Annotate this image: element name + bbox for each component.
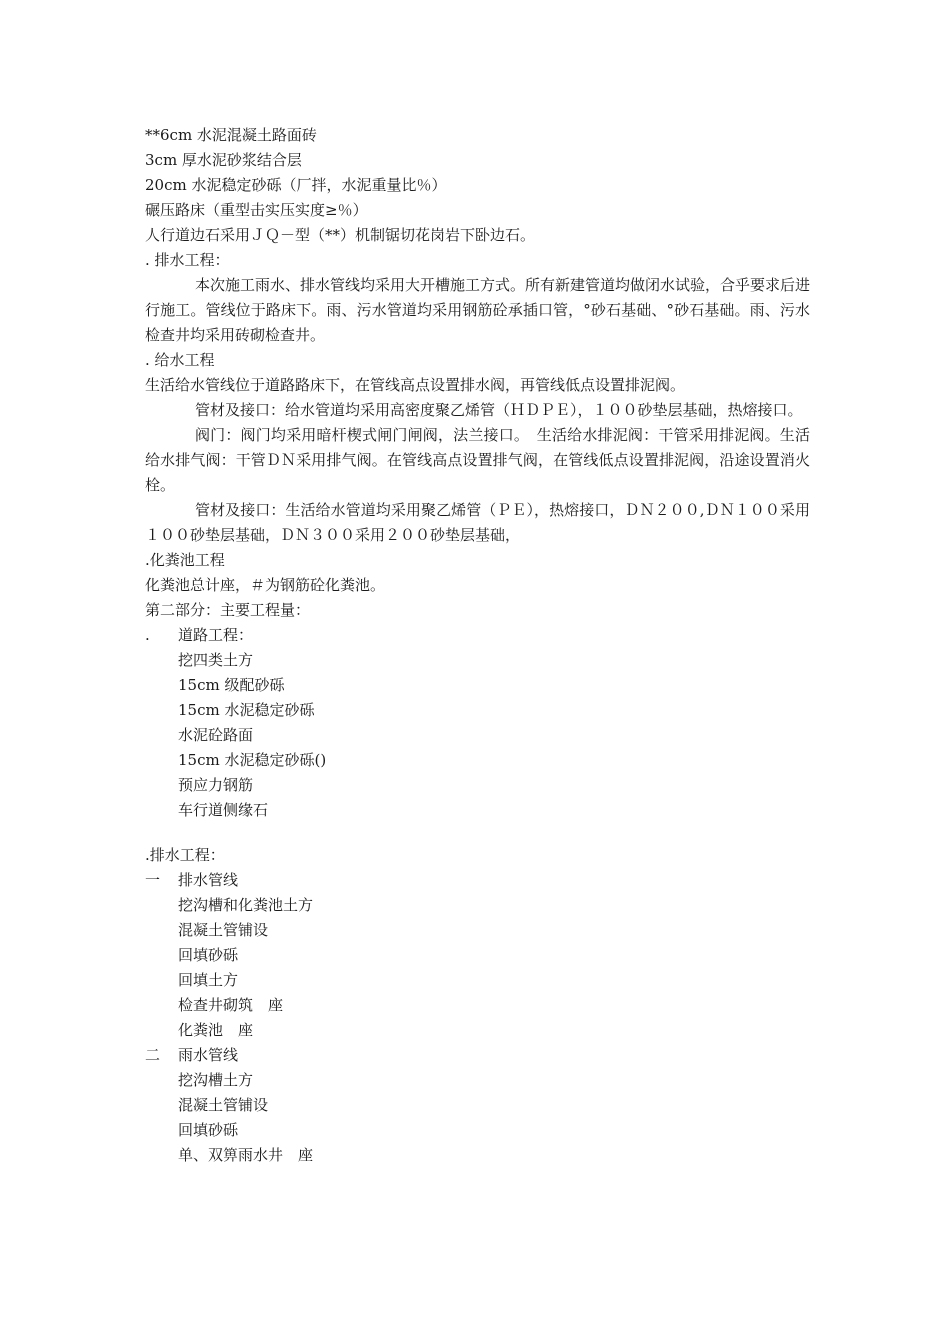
list-item: 挖沟槽土方: [178, 1071, 254, 1089]
list-item: 检查井砌筑 座: [178, 996, 284, 1014]
list-item: 混凝土管铺设: [178, 921, 269, 939]
water-pipe-paragraph: 管材及接口：给水管道均采用高密度聚乙烯管（ＨＤＰＥ），１００砂垫层基础，热熔接口。: [195, 401, 803, 419]
part2-heading: 第二部分：主要工程量：: [145, 601, 311, 619]
list-item: 预应力钢筋: [178, 776, 254, 794]
section-number: .: [145, 626, 150, 644]
list-item: 车行道侧缘石: [178, 801, 269, 819]
water-valve-paragraph: 阀门：阀门均采用暗杆楔式闸门闸阀，法兰接口。 生活给水排泥阀：干管采用排泥阀。生活给水排气阀：干管ＤＮ采用排气阀。在管线高点设置排气阀，在管线低点设置排泥阀，沿途设置消火栓。: [145, 426, 810, 494]
septic-line: 化粪池总计座，＃为钢筋砼化粪池。: [145, 576, 386, 594]
list-item: 15cm 级配砂砾: [178, 676, 285, 694]
document-page: [145, 123, 810, 1168]
road-layer-line: **6cm 水泥混凝土路面砖: [145, 126, 317, 144]
section-number: 二: [145, 1046, 161, 1064]
list-item: 化粪池 座: [178, 1021, 254, 1039]
section-title: 雨水管线: [178, 1046, 239, 1064]
drainage-heading: . 排水工程：: [145, 251, 230, 269]
list-item: 挖四类土方: [178, 651, 254, 669]
list-item: 回填砂砾: [178, 946, 239, 964]
list-item: 挖沟槽和化粪池土方: [178, 896, 314, 914]
blank-line: [145, 823, 810, 843]
road-layer-line: 3cm 厚水泥砂浆结合层: [145, 151, 302, 169]
list-item: 水泥砼路面: [178, 726, 254, 744]
drainage-paragraph: 本次施工雨水、排水管线均采用大开槽施工方式。所有新建管道均做闭水试验，合乎要求后进行施工。管线位于路床下。雨、污水管道均采用钢筋砼承插口管，°砂石基础、°砂石基础。雨、污水检查井均采用砖砌检查井。: [145, 276, 811, 344]
septic-heading: .化粪池工程: [145, 551, 225, 569]
water-pipe2-paragraph: 管材及接口：生活给水管道均采用聚乙烯管（ＰＥ），热熔接口，ＤＮ２００,ＤＮ１００采用１００砂垫层基础，ＤＮ３００采用２００砂垫层基础，: [145, 501, 810, 544]
storm-heading: [145, 1043, 810, 1068]
list-item: 15cm 水泥稳定砂砾(): [178, 751, 327, 769]
road-layer-line: 碾压路床（重型击实压实度≥％）: [145, 201, 368, 219]
water-supply-line: 生活给水管线位于道路路床下，在管线高点设置排水阀，再管线低点设置排泥阀。: [145, 376, 686, 394]
section-title: 排水管线: [178, 871, 239, 889]
section-number: 一: [145, 871, 161, 889]
water-supply-heading: . 给水工程: [145, 351, 215, 369]
sewer-heading: [145, 868, 810, 893]
drain-works-heading: .排水工程：: [145, 846, 225, 864]
list-item: 混凝土管铺设: [178, 1096, 269, 1114]
list-item: 单、双箅雨水井 座: [178, 1146, 314, 1164]
section-title: 道路工程：: [178, 626, 254, 644]
list-item: 回填砂砾: [178, 1121, 239, 1139]
list-item: 15cm 水泥稳定砂砾: [178, 701, 315, 719]
list-item: 回填土方: [178, 971, 239, 989]
road-layer-line: 20cm 水泥稳定砂砾（厂拌，水泥重量比％）: [145, 176, 447, 194]
curb-stone-line: 人行道边石采用ＪＱ－型（**）机制锯切花岗岩下卧边石。: [145, 226, 536, 244]
road-works-heading: [145, 623, 810, 648]
